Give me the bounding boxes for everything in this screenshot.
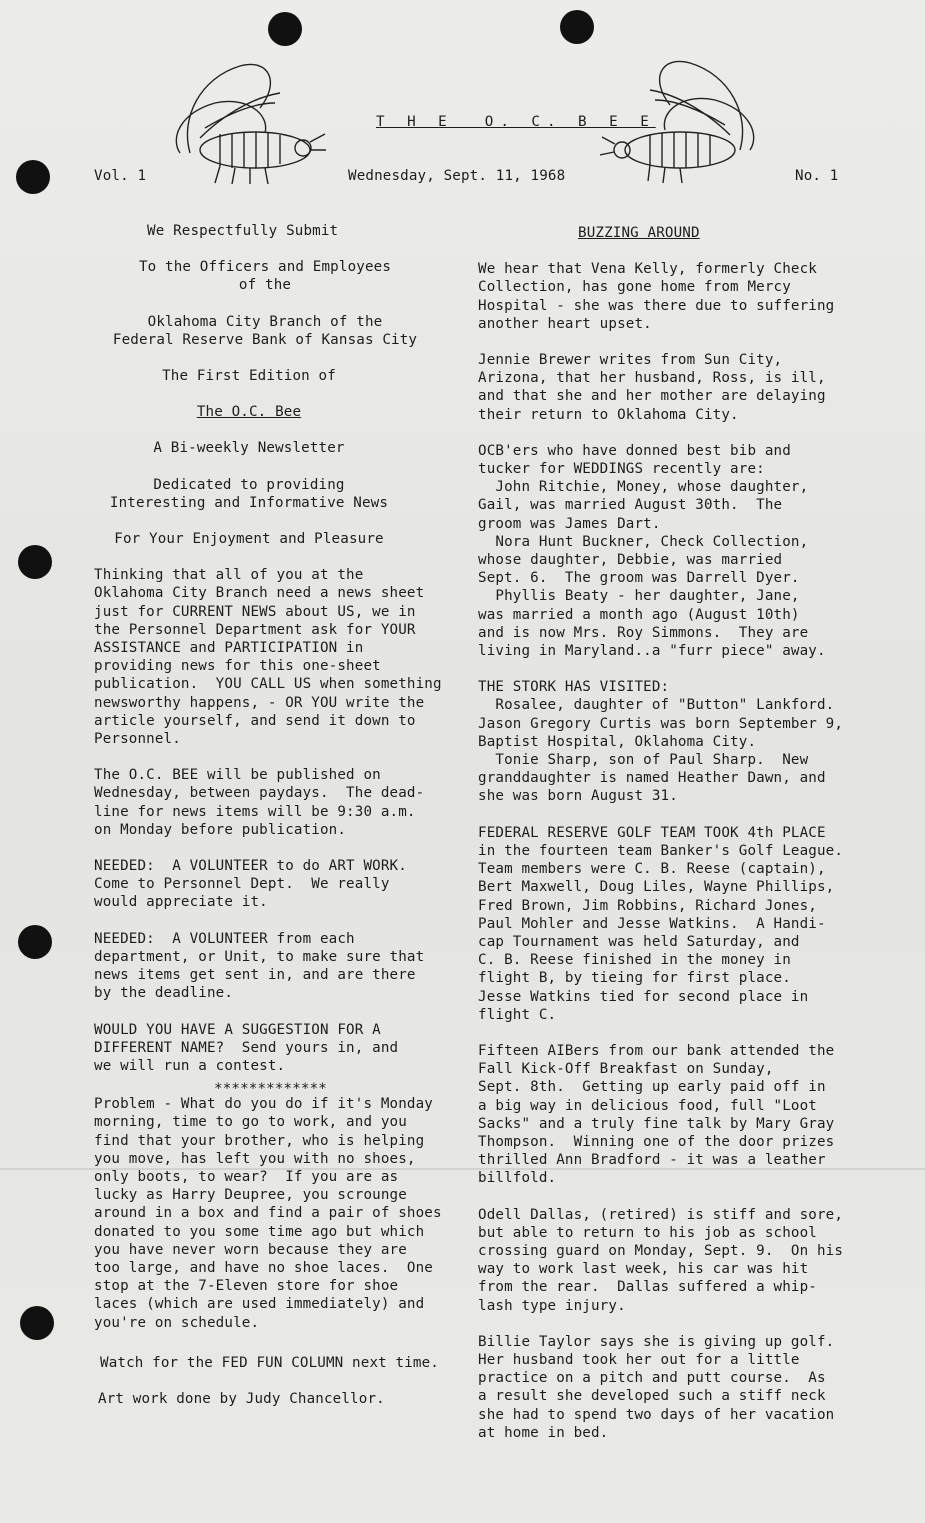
footer-fed-fun: Watch for the FED FUN COLUMN next time. (100, 1354, 439, 1371)
section-divider-stars: ************* (214, 1081, 327, 1098)
article-publication-schedule: The O.C. BEE will be published on Wednesday, between paydays. The dead- line for news items will be 9:30 a.m. on Monday before publication. (94, 767, 425, 838)
notice-name-contest: WOULD YOU HAVE A SUGGESTION FOR A DIFFERENT NAME? Send yours in, and we will run a contest. (94, 1021, 399, 1074)
punch-hole-left-1 (16, 160, 50, 194)
article-aib-breakfast: Fifteen AIBers from our bank attended the Fall Kick-Off Breakfast on Sunday, Sept. 8th. Getting up early paid off in a big way in delicious food, full "Loot Sacks" and a truly fine talk by Mary Gray Thompson. Winning one of the door prizes thrilled Ann Bradford - it was a leather billfold. (478, 1042, 835, 1187)
punch-hole-top-left (268, 12, 302, 46)
intro-line: Dedicated to providing Interesting and Informative News (109, 476, 389, 511)
footer-art-credit: Art work done by Judy Chancellor. (98, 1390, 385, 1407)
notice-art-volunteer: NEEDED: A VOLUNTEER to do ART WORK. Come to Personnel Dept. We really would appreciate it. (94, 858, 407, 911)
newsletter-name: The O.C. Bee (196, 404, 302, 421)
article-golf-team: FEDERAL RESERVE GOLF TEAM TOOK 4th PLACE in the fourteen team Banker's Golf League. Team members were C. B. Reese (captain), Bert Maxwell, Doug Liles, Wayne Phillips, Fred Brown, Jim Robbins, Richard Jones, Paul Mohler and Jesse Watkins. A Handi- cap Tournament was held Saturday, and C. B. Reese finished in the money in flight B, by tieing for first place. Jesse Watkins tied for second place in flight C. (478, 824, 844, 1023)
punch-hole-left-2 (18, 545, 52, 579)
issue-number: No. 1 (795, 168, 839, 184)
article-jennie-brewer: Jennie Brewer writes from Sun City, Arizona, that her husband, Ross, is ill, and that she and her mother are delaying their return to Oklahoma City. (478, 352, 826, 423)
intro-line: A Bi-weekly Newsletter (153, 440, 345, 457)
intro-line: To the Officers and Employees of the (138, 259, 392, 294)
intro-line: The First Edition of (162, 368, 336, 385)
article-vena-kelly: We hear that Vena Kelly, formerly Check Collection, has gone home from Mercy Hospital - she was there due to suffering another heart upset. (478, 261, 835, 332)
article-weddings: OCB'ers who have donned best bib and tucker for WEDDINGS recently are: John Ritchie, Money, whose daughter, Gail, was married August 30th. The groom was James Dart. Nora Hunt Buckner, Check Collection, whose daughter, Debbie, was married Sept. 6. The groom was Darrell Dyer. Phyllis Beaty - her daughter, Jane, was married a month ago (August 10th) and is now Mrs. Roy Simmons. They are living in Maryland..a "furr piece" away. (478, 442, 826, 660)
article-odell-dallas: Odell Dallas, (retired) is stiff and sore, but able to return to his job as school crossing guard on Monday, Sept. 9. On his way to work last week, his car was hit from the rear. Dallas suffered a whip- lash type injury. (478, 1206, 844, 1314)
article-shoe-problem: Problem - What do you do if it's Monday morning, time to go to work, and you find that your brother, who is helping you move, has left you with no shoes, only boots, to wear? If you are as lucky as Harry Deupree, you scrounge around in a box and find a pair of shoes donated to you some time ago but which you have never worn because they are too large, and have no shoe laces. One stop at the 7-Eleven store for shoe laces (which are used immediately) and you're on schedule. (94, 1096, 442, 1331)
newsletter-title: T H E O. C. B E E (376, 114, 656, 130)
punch-hole-top-right (560, 10, 594, 44)
punch-hole-left-3 (18, 925, 52, 959)
volume-label: Vol. 1 (94, 168, 147, 184)
bee-illustration-left-icon (160, 58, 330, 188)
punch-hole-left-4 (20, 1306, 54, 1340)
issue-date: Wednesday, Sept. 11, 1968 (348, 168, 566, 184)
article-stork: THE STORK HAS VISITED: Rosalee, daughter of "Button" Lankford. Jason Gregory Curtis was born September 9, Baptist Hospital, Oklahoma City. Tonie Sharp, son of Paul Sharp. New granddaughter is named Heather Dawn, and she was born August 31. (478, 679, 844, 805)
right-column (478, 224, 878, 1460)
section-heading-buzzing-around: BUZZING AROUND (578, 225, 700, 241)
article-intro: Thinking that all of you at the Oklahoma City Branch need a news sheet just for CURRENT NEWS about US, we in the Personnel Department ask for YOUR ASSISTANCE and PARTICIPATION in providing news for this one-sheet publication. YOU CALL US when something newsworthy happens, - OR YOU write the article yourself, and send it down to Personnel. (94, 567, 442, 748)
notice-unit-volunteer: NEEDED: A VOLUNTEER from each department, or Unit, to make sure that news items get sent in, and are there by the deadline. (94, 930, 425, 1002)
intro-line: Oklahoma City Branch of the Federal Reserve Bank of Kansas City (112, 313, 418, 348)
intro-line: We Respectfully Submit (147, 223, 339, 239)
left-column (94, 222, 464, 1426)
article-billie-taylor: Billie Taylor says she is giving up golf. Her husband took her out for a little practice on a pitch and putt course. As a result she developed such a stiff neck she had to spend two days of her vacation at home in bed. (478, 1333, 835, 1441)
intro-line: For Your Enjoyment and Pleasure (114, 531, 384, 548)
